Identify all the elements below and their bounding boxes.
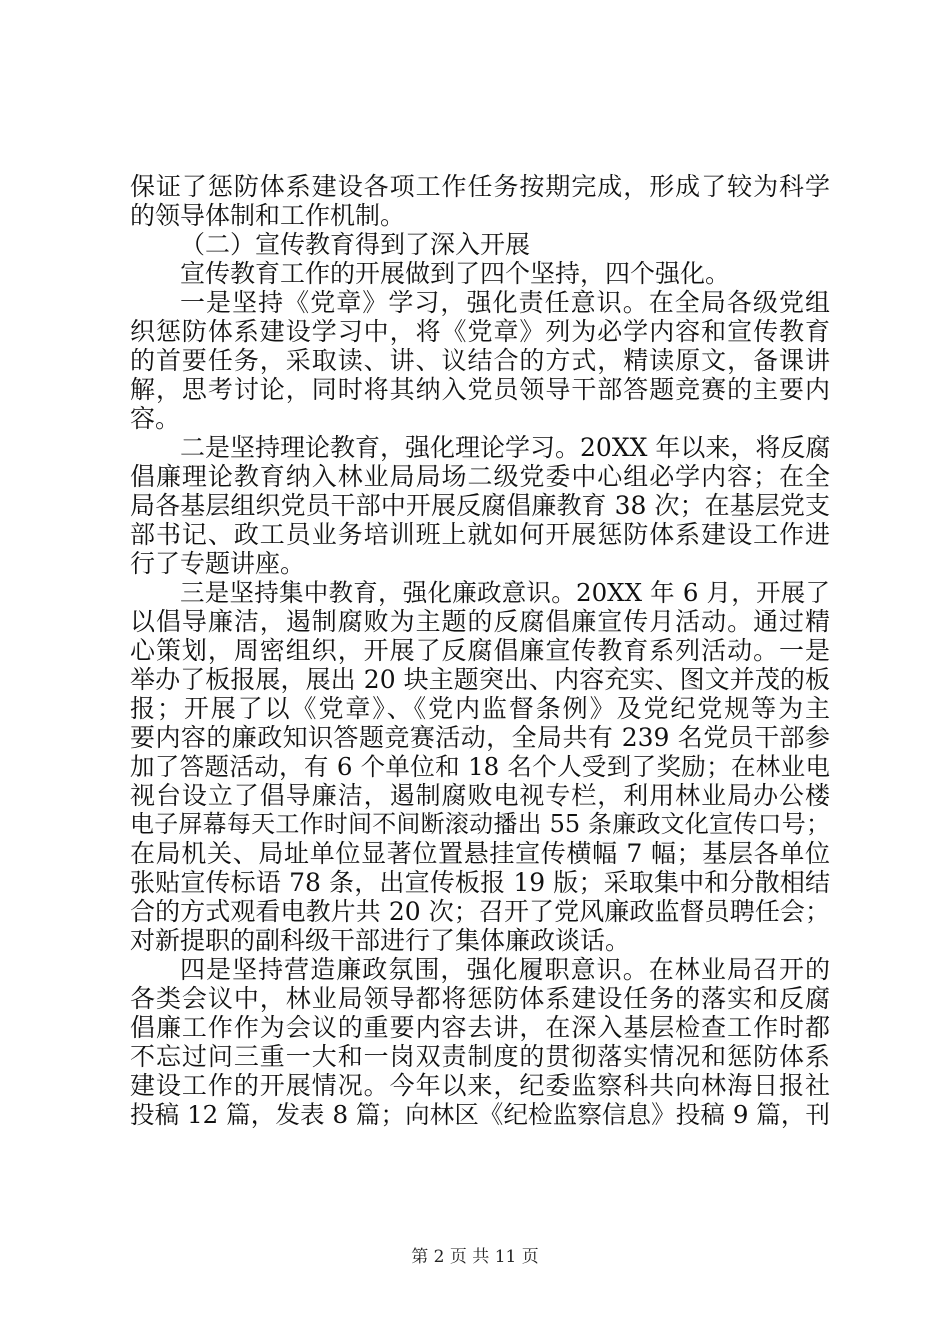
text-line: 的领导体制和工作机制。: [130, 201, 406, 230]
text-line: 电子屏幕每天工作时间不间断滚动播出 55 条廉政文化宣传口号；: [130, 810, 830, 838]
text-line: 四是坚持营造廉政氛围，强化履职意识。在林业局召开的: [180, 955, 830, 984]
text-line: 心策划，周密组织，开展了反腐倡廉宣传教育系列活动。一是: [130, 636, 830, 665]
text-line: 解，思考讨论，同时将其纳入党员领导干部答题竞赛的主要内: [130, 375, 830, 404]
text-line: 投稿 12 篇，发表 8 篇；向林区《纪检监察信息》投稿 9 篇，刊: [130, 1100, 830, 1129]
text-line: 建设工作的开展情况。今年以来，纪委监察科共向林海日报社: [130, 1071, 830, 1100]
document-body: [130, 172, 830, 1129]
text-line: 行了专题讲座。: [130, 549, 306, 578]
text-line: 报；开展了以《党章》、《党内监督条例》及党纪党规等为主: [130, 694, 830, 723]
text-line: 宣传教育工作的开展做到了四个坚持，四个强化。: [180, 259, 731, 288]
text-line: 倡廉理论教育纳入林业局局场二级党委中心组必学内容；在全: [130, 462, 830, 491]
text-line: 三是坚持集中教育，强化廉政意识。20XX 年 6 月，开展了: [180, 578, 830, 607]
text-line: 织惩防体系建设学习中，将《党章》列为必学内容和宣传教育: [130, 317, 830, 346]
page-footer: [0, 1242, 950, 1267]
text-line: 局各基层组织党员干部中开展反腐倡廉教育 38 次；在基层党支: [130, 491, 830, 520]
text-line: 容。: [130, 404, 181, 433]
text-line: 加了答题活动，有 6 个单位和 18 名个人受到了奖励；在林业电: [130, 752, 830, 781]
text-line: 的首要任务，采取读、讲、议结合的方式，精读原文，备课讲: [130, 346, 830, 375]
text-line: 以倡导廉洁，遏制腐败为主题的反腐倡廉宣传月活动。通过精: [130, 607, 830, 636]
text-line: 保证了惩防体系建设各项工作任务按期完成，形成了较为科学: [130, 172, 830, 201]
text-line: 部书记、政工员业务培训班上就如何开展惩防体系建设工作进: [130, 520, 830, 549]
text-line: 二是坚持理论教育，强化理论学习。20XX 年以来，将反腐: [180, 433, 831, 462]
text-line: 倡廉工作作为会议的重要内容去讲，在深入基层检查工作时都: [130, 1013, 830, 1042]
text-line: 一是坚持《党章》学习，强化责任意识。在全局各级党组: [180, 288, 830, 317]
text-line: 张贴宣传标语 78 条，出宣传板报 19 版；采取集中和分散相结: [130, 868, 830, 897]
text-line: 对新提职的副科级干部进行了集体廉政谈话。: [130, 926, 631, 955]
text-line: 在局机关、局址单位显著位置悬挂宣传横幅 7 幅；基层各单位: [130, 839, 830, 868]
page-number-label: 第 2 页 共 11 页: [411, 1247, 539, 1267]
text-line: 视台设立了倡导廉洁，遏制腐败电视专栏，利用林业局办公楼: [130, 781, 830, 810]
text-line: 各类会议中，林业局领导都将惩防体系建设任务的落实和反腐: [130, 984, 830, 1013]
text-line: （二）宣传教育得到了深入开展: [180, 230, 531, 259]
text-line: 合的方式观看电教片共 20 次；召开了党风廉政监督员聘任会；: [130, 897, 830, 926]
text-line: 举办了板报展，展出 20 块主题突出、内容充实、图文并茂的板: [130, 665, 830, 694]
text-line: 不忘过问三重一大和一岗双责制度的贯彻落实情况和惩防体系: [130, 1042, 830, 1071]
text-line: 要内容的廉政知识答题竞赛活动，全局共有 239 名党员干部参: [130, 723, 830, 752]
